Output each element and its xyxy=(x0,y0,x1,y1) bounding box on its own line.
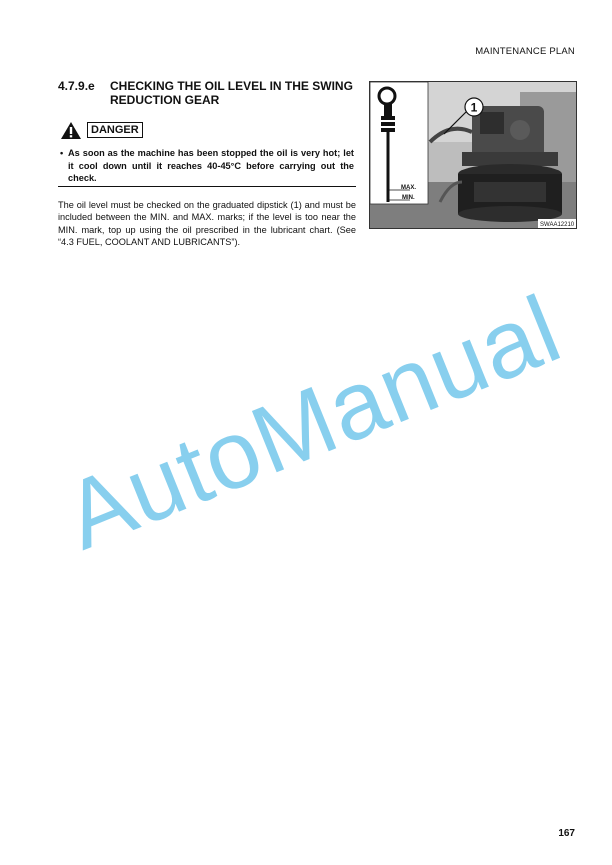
danger-warning-body: As soon as the machine has been stopped the oil is very hot; let it cool down until it reaches 40-45°C before carrying out the check. xyxy=(68,148,354,183)
running-header: MAINTENANCE PLAN xyxy=(475,46,575,57)
swing-reduction-gear-photo xyxy=(369,81,577,229)
danger-label: DANGER xyxy=(87,122,143,138)
section-title: CHECKING THE OIL LEVEL IN THE SWING REDUCTION GEAR xyxy=(110,79,353,107)
bullet: • xyxy=(60,148,64,158)
page-number: 167 xyxy=(558,828,575,839)
watermark: AutoManual xyxy=(50,275,575,571)
danger-warning-text xyxy=(60,147,354,185)
max-mark-label: MAX. xyxy=(401,185,416,191)
body-paragraph: The oil level must be checked on the graduated dipstick (1) and must be included between the MIN. and MAX. marks; if the level is too near the MIN. mark, top up using the oil prescribed in the lubricant chart. (See “4.3 FUEL, COOLANT AND LUBRICANTS”). xyxy=(58,200,356,248)
warning-triangle-icon xyxy=(60,121,82,140)
figure-code: SWAA12210 xyxy=(540,222,575,228)
callout-number: 1 xyxy=(470,100,478,115)
min-mark-label: MIN. xyxy=(402,195,415,201)
danger-notice xyxy=(60,120,143,140)
section-number: 4.7.9.e xyxy=(58,79,95,93)
section-divider xyxy=(58,186,356,187)
